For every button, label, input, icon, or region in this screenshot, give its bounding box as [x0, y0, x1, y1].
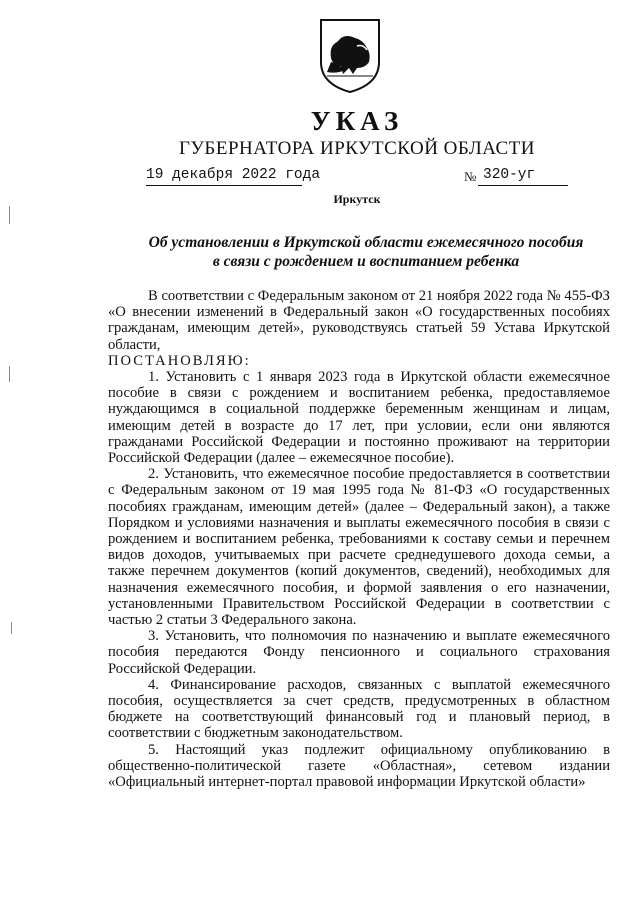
document-type: УКАЗ — [310, 106, 404, 136]
number-sign: № — [464, 169, 477, 184]
scan-artifact — [9, 206, 10, 224]
decree-subject — [108, 233, 624, 271]
decree-item: 1. Установить с 1 января 2023 года в Иркутской области ежемесячное пособие в связи с рождением и воспитанием ребенка, предоставляемое нуждающимся в социальной поддержке беременным женщинам и лицам, имеющим детей в возрасте до 17 лет, при условии, если они являются гражданами Российской Федерации и постоянно проживают на территории Российской Федерации (далее – ежемесячное пособие). — [108, 369, 610, 467]
subject-line: Об установлении в Иркутской области ежемесячного пособия — [148, 234, 584, 251]
city: Иркутск — [333, 192, 381, 206]
decree-item: 5. Настоящий указ подлежит официальному опубликованию в общественно-политической газете «Областная», сетевом издании «Официальный интернет-портал правовой информации Иркутской области» — [108, 741, 610, 791]
scan-artifact — [11, 622, 12, 634]
decree-word: ПОСТАНОВЛЯЮ: — [108, 352, 251, 369]
issuer-title: ГУБЕРНАТОРА ИРКУТСКОЙ ОБЛАСТИ — [179, 138, 535, 159]
coat-of-arms-icon — [317, 18, 383, 94]
number-underline — [478, 185, 568, 186]
decree-item: 2. Установить, что ежемесячное пособие предоставляется в соответствии с Федеральным законом от 19 мая 1995 года № 81-ФЗ «О государственных пособиях гражданам, имеющим детей» (далее – Федеральный закон), а также Порядком и условиями назначения и выплаты ежемесячного пособия в связи с рождением и воспитанием ребенка, требованиями к составу семьи и перечнем видов доходов, учитываемых при расчете среднедушевого дохода семьи, а также перечнем документов (копий документов, сведений), необходимых для назначения ежемесячного пособия, и формой заявления о его назначении, установленными Правительством Российской Федерации в соответствии с частью 2 статьи 3 Федерального закона. — [108, 466, 610, 629]
decree-number: 320-уг — [483, 167, 536, 183]
date-underline — [146, 185, 302, 186]
decree-item: 4. Финансирование расходов, связанных с выплатой ежемесячного пособия, осуществляется за счет средств, предусмотренных в областном бюджете на соответствующий финансовый год и плановый период, в соответствии с бюджетным законодательством. — [108, 676, 610, 742]
scan-artifact — [9, 366, 10, 382]
decree-date: 19 декабря 2022 года — [146, 167, 321, 183]
decree-body — [108, 288, 610, 790]
subject-line: в связи с рождением и воспитанием ребенка — [212, 253, 520, 270]
preamble: В соответствии с Федеральным законом от 21 ноября 2022 года № 455-ФЗ «О внесении изменений в Федеральный закон «О государственных пособиях гражданам, имеющим детей», руководствуясь статьей 59 Устава Иркутской области, — [108, 288, 610, 353]
decree-item: 3. Установить, что полномочия по назначению и выплате ежемесячного пособия передаются Фонду пенсионного и социального страхования Российской Федерации. — [108, 628, 610, 677]
